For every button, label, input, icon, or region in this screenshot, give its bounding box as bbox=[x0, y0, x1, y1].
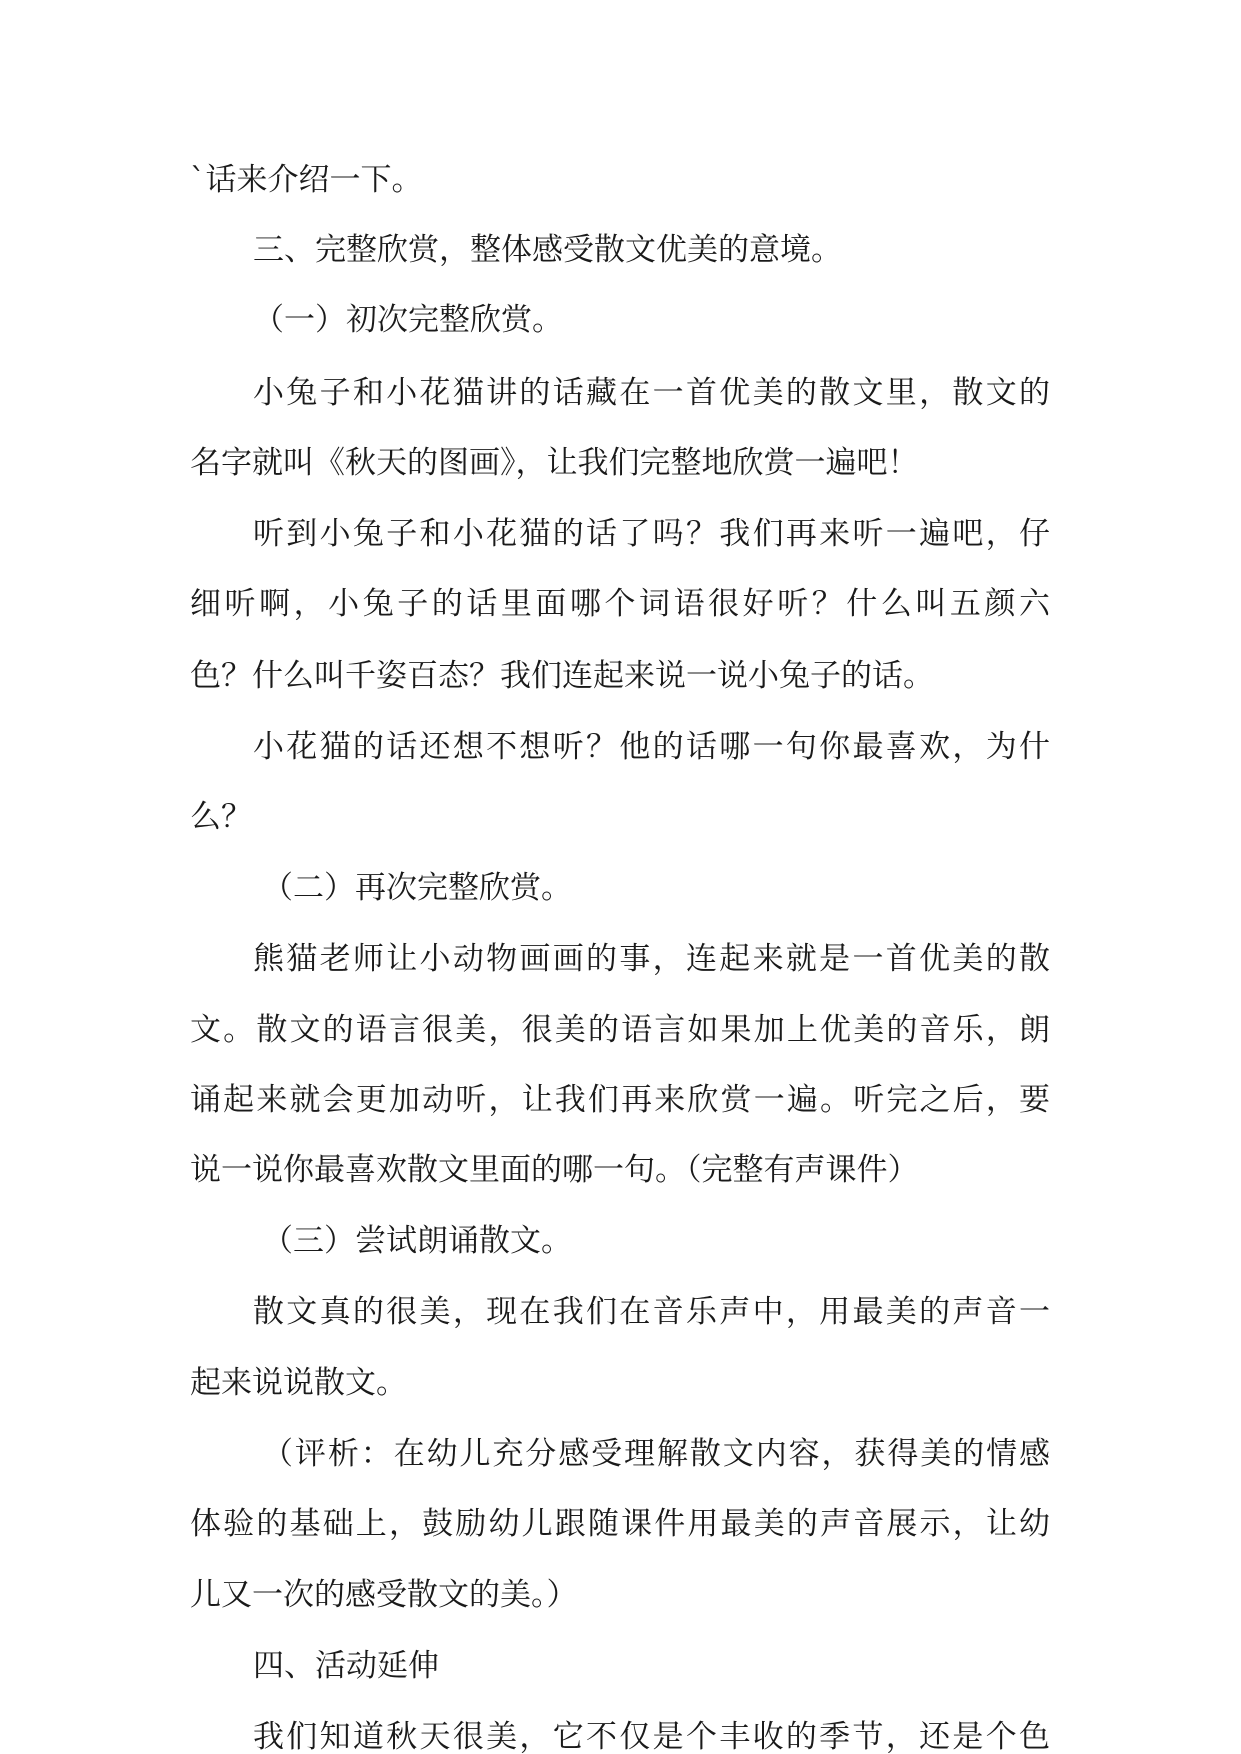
text-line: 色？什么叫千姿百态？我们连起来说一说小兔子的话。 bbox=[190, 658, 934, 694]
text-line: 细听啊，小兔子的话里面哪个词语很好听？什么叫五颜六 bbox=[190, 586, 1050, 622]
text-line: 我们知道秋天很美，它不仅是个丰收的季节，还是个色 bbox=[253, 1719, 1050, 1754]
text-line: 散文真的很美，现在我们在音乐声中，用最美的声音一 bbox=[253, 1294, 1050, 1330]
text-line: 听到小兔子和小花猫的话了吗？我们再来听一遍吧，仔 bbox=[253, 516, 1050, 552]
text-line: 诵起来就会更加动听，让我们再来欣赏一遍。听完之后，要 bbox=[190, 1082, 1050, 1118]
section-heading: 四、活动延伸 bbox=[253, 1648, 439, 1684]
subsection-heading: （三）尝试朗诵散文。 bbox=[262, 1223, 572, 1259]
text-line: 说一说你最喜欢散文里面的哪一句。（完整有声课件） bbox=[190, 1152, 919, 1188]
text-line: 文。散文的语言很美，很美的语言如果加上优美的音乐，朗 bbox=[190, 1012, 1050, 1048]
text-line: 名字就叫《秋天的图画》，让我们完整地欣赏一遍吧！ bbox=[190, 445, 919, 481]
text-line: `话来介绍一下。 bbox=[190, 162, 423, 198]
subsection-heading: （一）初次完整欣赏。 bbox=[253, 302, 563, 338]
text-line: 小花猫的话还想不想听？他的话哪一句你最喜欢，为什 bbox=[253, 729, 1050, 765]
commentary-line: 儿又一次的感受散文的美。） bbox=[190, 1577, 578, 1613]
commentary-line: 体验的基础上，鼓励幼儿跟随课件用最美的声音展示，让幼 bbox=[190, 1506, 1050, 1542]
section-heading: 三、完整欣赏，整体感受散文优美的意境。 bbox=[253, 232, 842, 268]
text-line: 起来说说散文。 bbox=[190, 1365, 407, 1401]
subsection-heading: （二）再次完整欣赏。 bbox=[262, 870, 572, 906]
commentary-line: （评析：在幼儿充分感受理解散文内容，获得美的情感 bbox=[262, 1436, 1050, 1472]
text-line: 熊猫老师让小动物画画的事，连起来就是一首优美的散 bbox=[253, 941, 1050, 977]
text-line: 么？ bbox=[190, 799, 252, 835]
text-line: 小兔子和小花猫讲的话藏在一首优美的散文里，散文的 bbox=[253, 375, 1050, 411]
